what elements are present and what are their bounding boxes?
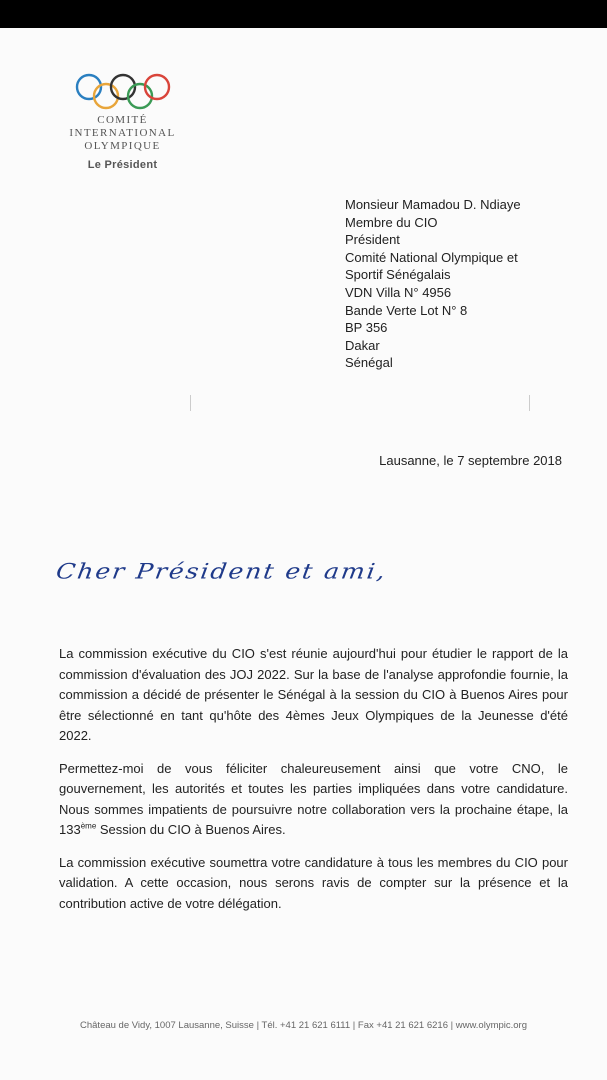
body-paragraph-2-end: Session du CIO à Buenos Aires. xyxy=(96,822,286,837)
address-line: Bande Verte Lot N° 8 xyxy=(345,302,468,318)
organization-name xyxy=(60,114,185,153)
ordinal-superscript: ème xyxy=(80,821,97,831)
address-line: Comité National Olympique et xyxy=(345,249,518,265)
olympic-rings-logo xyxy=(71,72,175,112)
address-line: Sportif Sénégalais xyxy=(345,267,451,283)
address-line: Membre du CIO xyxy=(345,214,438,230)
address-line: Sénégal xyxy=(345,355,393,371)
org-name-line-2: INTERNATIONAL xyxy=(69,127,176,139)
salutation-text: Cher Président et ami, xyxy=(54,559,389,584)
address-line: Dakar xyxy=(345,337,380,353)
address-line: VDN Villa N° 4956 xyxy=(345,284,452,300)
fold-mark-right xyxy=(529,395,530,411)
letter-body xyxy=(59,644,568,926)
address-line: BP 356 xyxy=(345,320,388,336)
recipient-address xyxy=(345,196,521,372)
letter-footer: Château de Vidy, 1007 Lausanne, Suisse | Tél. +41 21 621 6111 | Fax +41 21 621 6216 | www.olympic.org xyxy=(80,1020,527,1031)
body-paragraph-3: La commission exécutive soumettra votre candidature à tous les membres du CIO pour validation. A cette occasion, nous serons ravis de compter sur la présence et la contribution active de votre délégation. xyxy=(59,854,568,911)
org-name-line-1: COMITÉ xyxy=(97,114,148,126)
fold-mark-left xyxy=(190,395,191,411)
body-paragraph-2-text: Permettez-moi de vous féliciter chaleureusement ainsi que votre CNO, le gouvernement, les autorités et toutes les parties impliquées dans votre candidature. Nous sommes impatients de poursuivre notre collaboration vers la prochaine étape, la 133 xyxy=(59,760,568,837)
body-paragraph-2 xyxy=(59,759,568,841)
ioc-letterhead xyxy=(60,72,185,171)
address-line: Monsieur Mamadou D. Ndiaye xyxy=(345,197,521,212)
handwritten-salutation xyxy=(54,553,418,623)
address-line: Président xyxy=(345,232,400,248)
letter-date: Lausanne, le 7 septembre 2018 xyxy=(379,453,562,468)
org-name-line-3: OLYMPIQUE xyxy=(84,140,161,152)
sender-title: Le Président xyxy=(87,159,158,171)
body-paragraph-1: La commission exécutive du CIO s'est réunie aujourd'hui pour étudier le rapport de la commission d'évaluation des JOJ 2022. Sur la base de l'analyse approfondie fournie, la commission a décidé de présenter le Sénégal à la session du CIO à Buenos Aires pour être sélectionné en tant qu'hôte des 4èmes Jeux Olympiques de la Jeunesse d'été 2022. xyxy=(59,646,568,743)
top-black-bar xyxy=(0,0,607,28)
